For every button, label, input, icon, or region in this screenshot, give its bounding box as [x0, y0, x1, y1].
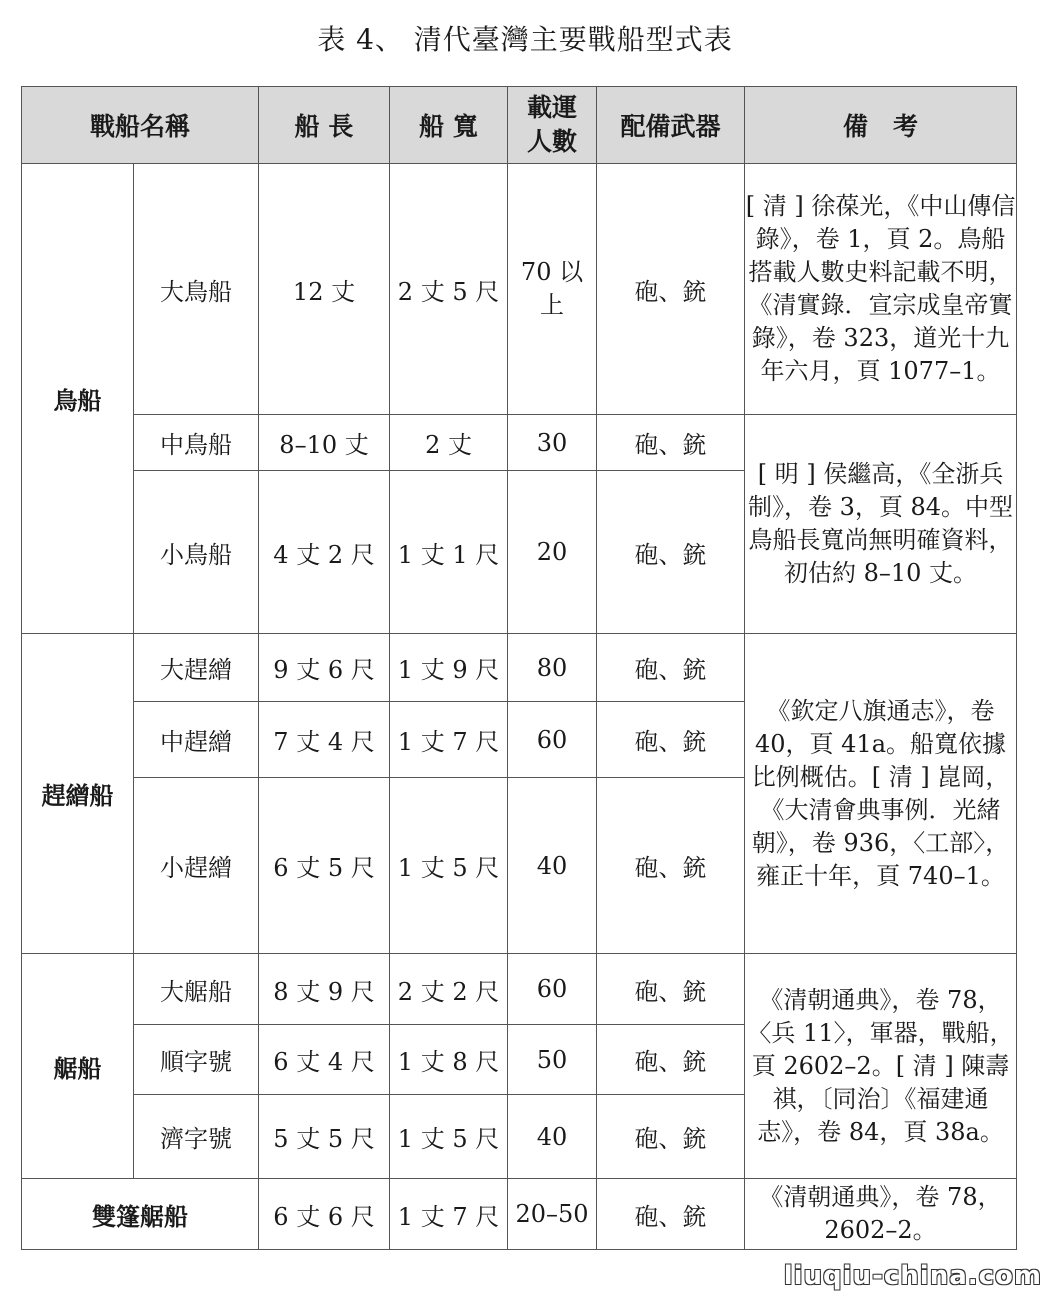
- header-name: 戰船名稱: [22, 87, 259, 164]
- ship-width: 1 丈 5 尺: [390, 1095, 508, 1179]
- ship-length: 8–10 丈: [259, 415, 390, 471]
- ship-crew: 50: [508, 1025, 597, 1095]
- header-weapons: 配備武器: [597, 87, 745, 164]
- ship-weapons: 砲、銃: [597, 954, 745, 1025]
- table-title: 表 4、 清代臺灣主要戰船型式表: [317, 23, 733, 56]
- ship-crew: 40: [508, 778, 597, 954]
- ship-crew: 20: [508, 471, 597, 634]
- table-row: [22, 164, 1017, 415]
- header-length: 船 長: [259, 87, 390, 164]
- ship-length: 5 丈 5 尺: [259, 1095, 390, 1179]
- ship-width: 2 丈: [390, 415, 508, 471]
- ship-length: 6 丈 4 尺: [259, 1025, 390, 1095]
- ship-weapons: 砲、銃: [597, 702, 745, 778]
- ship-name: 小趕繒: [134, 778, 259, 954]
- ship-width: 2 丈 2 尺: [390, 954, 508, 1025]
- ship-weapons: 砲、銃: [597, 471, 745, 634]
- table-row: [22, 415, 1017, 471]
- group-gu: 艍船: [22, 954, 134, 1179]
- table-row: [22, 634, 1017, 702]
- header-crew-line1: 載運: [527, 93, 578, 122]
- ship-weapons: 砲、銃: [597, 415, 745, 471]
- ship-length: 8 丈 9 尺: [259, 954, 390, 1025]
- group-niao: 鳥船: [22, 164, 134, 634]
- header-row: [22, 87, 1017, 164]
- note-cell: [ 清 ] 徐葆光，《中山傳信錄》，卷 1，頁 2。鳥船搭載人數史料記載不明，《清實錄．宣宗成皇帝實錄》，卷 323，道光十九年六月，頁 1077–1。: [745, 164, 1017, 415]
- group-ganzeng: 趕繒船: [22, 634, 134, 954]
- ship-crew: 30: [508, 415, 597, 471]
- ship-crew: 20–50: [508, 1179, 597, 1250]
- ship-length: 6 丈 6 尺: [259, 1179, 390, 1250]
- table-row: [22, 954, 1017, 1025]
- ship-width: 2 丈 5 尺: [390, 164, 508, 415]
- ship-weapons: 砲、銃: [597, 634, 745, 702]
- ship-length: 4 丈 2 尺: [259, 471, 390, 634]
- ship-width: 1 丈 5 尺: [390, 778, 508, 954]
- ship-crew: 40: [508, 1095, 597, 1179]
- header-crew: [508, 87, 597, 164]
- header-notes: 備 考: [745, 87, 1017, 164]
- ship-crew: 80: [508, 634, 597, 702]
- warship-table: [21, 86, 1017, 1250]
- table-row: [22, 1179, 1017, 1250]
- note-cell: [ 明 ] 侯繼高，《全浙兵制》，卷 3，頁 84。中型鳥船長寬尚無明確資料，初估約 8–10 丈。: [745, 415, 1017, 634]
- ship-name: 小鳥船: [134, 471, 259, 634]
- ship-name: 中趕繒: [134, 702, 259, 778]
- ship-length: 9 丈 6 尺: [259, 634, 390, 702]
- ship-weapons: 砲、銃: [597, 778, 745, 954]
- ship-length: 12 丈: [259, 164, 390, 415]
- note-cell: 《清朝通典》，卷 78，2602–2。: [745, 1179, 1017, 1250]
- ship-width: 1 丈 1 尺: [390, 471, 508, 634]
- ship-weapons: 砲、銃: [597, 1095, 745, 1179]
- ship-crew: 60: [508, 954, 597, 1025]
- ship-name: 濟字號: [134, 1095, 259, 1179]
- ship-length: 7 丈 4 尺: [259, 702, 390, 778]
- ship-crew: 70 以上: [508, 164, 597, 415]
- ship-weapons: 砲、銃: [597, 164, 745, 415]
- ship-weapons: 砲、銃: [597, 1179, 745, 1250]
- group-shuangpeng: 雙篷艍船: [22, 1179, 259, 1250]
- ship-length: 6 丈 5 尺: [259, 778, 390, 954]
- ship-width: 1 丈 7 尺: [390, 1179, 508, 1250]
- ship-width: 1 丈 7 尺: [390, 702, 508, 778]
- ship-name: 大鳥船: [134, 164, 259, 415]
- ship-name: 中鳥船: [134, 415, 259, 471]
- note-cell: 《清朝通典》，卷 78，〈兵 11〉，軍器，戰船，頁 2602–2。[ 清 ] 陳壽祺，〔同治〕《福建通志》，卷 84，頁 38a。: [745, 954, 1017, 1179]
- ship-name: 順字號: [134, 1025, 259, 1095]
- ship-weapons: 砲、銃: [597, 1025, 745, 1095]
- ship-name: 大趕繒: [134, 634, 259, 702]
- ship-width: 1 丈 8 尺: [390, 1025, 508, 1095]
- header-width: 船 寬: [390, 87, 508, 164]
- ship-width: 1 丈 9 尺: [390, 634, 508, 702]
- header-crew-line2: 人數: [527, 127, 578, 156]
- watermark: liuqiu-china.com: [783, 1261, 1042, 1291]
- ship-name: 大艍船: [134, 954, 259, 1025]
- ship-crew: 60: [508, 702, 597, 778]
- note-cell: 《欽定八旗通志》，卷 40，頁 41a。船寬依據比例概估。[ 清 ] 崑岡，《大清會典事例．光緒朝》，卷 936，〈工部〉，雍正十年，頁 740–1。: [745, 634, 1017, 954]
